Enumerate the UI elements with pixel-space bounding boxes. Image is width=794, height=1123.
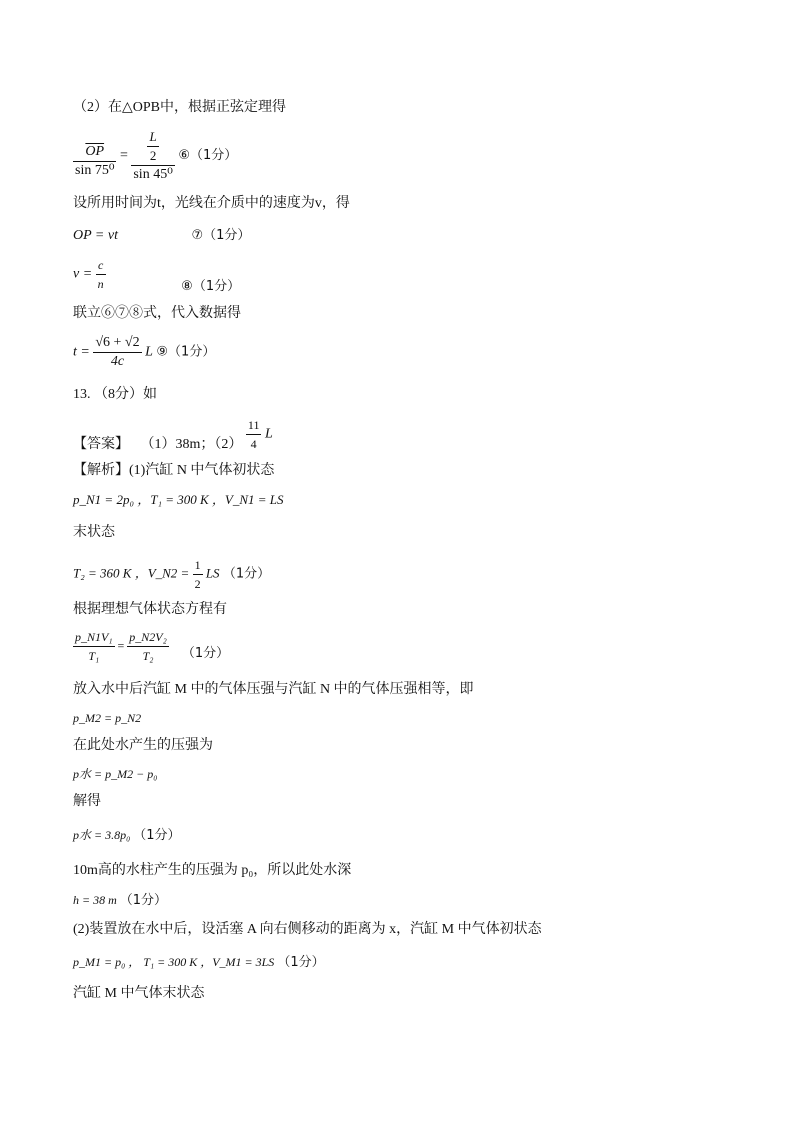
m-final-line [73, 985, 204, 1003]
equation-7 [73, 227, 250, 245]
ideal-rhs-num: p_N2V₂ [127, 628, 169, 647]
ideal-gas-text: 根据理想气体状态方程有 [73, 602, 227, 617]
eq8-lhs: v = [73, 266, 93, 282]
final-state-text: 末状态 [73, 525, 115, 540]
state-n2-tag: （1分） [222, 566, 271, 582]
state-n2 [73, 556, 270, 590]
equation-6 [73, 128, 238, 182]
equation-8 [73, 256, 240, 296]
state-n1-text: p_N1 = 2p₀ ，T₁ = 300 K ，V_N1 = LS [73, 492, 284, 507]
eq9-lhs: t = [73, 344, 90, 360]
part2-line [73, 921, 542, 939]
answer-part2-den: 4 [250, 437, 257, 451]
ideal-lhs [73, 628, 115, 665]
eq6-lhs-num: $\overline{OP}$ [73, 143, 116, 162]
answer-part1: （1）38m；（2） [140, 436, 243, 452]
eq6-lhs [73, 143, 116, 180]
eq8-tag: ⑧（1分） [181, 278, 241, 294]
eq9-den: 4c [110, 354, 125, 369]
eq9-tail: L [145, 344, 153, 360]
eq9-tag: ⑨（1分） [156, 344, 216, 360]
ideal-gas-equation [73, 628, 229, 668]
water-pressure-text: 在此处水产生的压强为 [73, 738, 213, 753]
q13-answer [73, 416, 273, 452]
state-m1 [73, 953, 325, 972]
ideal-tag: （1分） [181, 646, 230, 662]
solve-line [73, 793, 101, 811]
eq-depth-tag: （1分） [119, 893, 168, 908]
answer-label: 【答案】 [73, 436, 129, 452]
eq6-rhs-inner-den: 2 [149, 148, 157, 163]
final-state-label [73, 524, 115, 542]
part2-heading [73, 99, 286, 117]
answer-part2-frac [246, 416, 262, 453]
eq6-lhs-den: sin 75⁰ [75, 162, 115, 178]
eq-result-text: p水 = 3.8p₀ [73, 828, 131, 842]
combine-line [73, 305, 241, 323]
analysis-label: 【解析】 [73, 463, 129, 478]
eq7-tag: ⑦（1分） [191, 228, 251, 243]
equal-pressure-line [73, 681, 474, 699]
equation-9 [73, 334, 215, 374]
state-n2-frac [193, 556, 203, 593]
ideal-lhs-num: p_N1V₁ [73, 628, 115, 647]
equation-depth [73, 891, 167, 910]
eq6-rhs [131, 128, 174, 184]
eq8-frac [96, 256, 106, 293]
eq6-equals: = [119, 148, 132, 164]
eq6-rhs-inner-frac [147, 128, 158, 165]
state-n2-tail: LS [205, 565, 220, 581]
ideal-equals: = [117, 638, 125, 653]
ideal-gas-line [73, 601, 227, 619]
ideal-rhs-den: T₂ [142, 649, 154, 663]
state-n2-text: T₂ = 360 K ，V_N2 = [73, 565, 190, 581]
answer-part2-num: 11 [246, 416, 262, 435]
setup-text: 设所用时间为t，光线在介质中的速度为v，得 [73, 196, 350, 211]
state-n2-den: 2 [194, 577, 201, 591]
eq-water-text: p水 = p_M2 − p₀ [73, 767, 158, 781]
state-n1 [73, 491, 284, 509]
eq6-rhs-num [131, 128, 174, 166]
eq8-num: c [96, 256, 106, 275]
eq9-num: √6 + √2 [93, 334, 141, 353]
eq6-rhs-inner-num: L [147, 128, 158, 147]
eq-result-tag: （1分） [133, 828, 181, 843]
combine-text: 联立⑥⑦⑧式，代入数据得 [73, 306, 241, 321]
column-text: 10m高的水柱产生的压强为 p₀，所以此处水深 [73, 863, 352, 878]
setup-line [73, 195, 350, 213]
equation-equal [73, 709, 141, 727]
q13-header-text: 13. （8分）如 [73, 387, 157, 402]
eq-equal-text: p_M2 = p_N2 [73, 711, 142, 725]
eq-depth-text: h = 38 m [73, 893, 117, 907]
equation-result [73, 826, 181, 845]
eq7-formula: OP = vt [73, 228, 118, 243]
state-m1-tag: （1分） [277, 955, 325, 970]
q13-header [73, 386, 157, 404]
eq9-frac [93, 334, 141, 371]
answer-part2-tail: L [264, 426, 273, 442]
equal-pressure-text: 放入水中后汽缸 M 中的气体压强与汽缸 N 中的气体压强相等，即 [73, 682, 474, 697]
state-n2-num: 1 [193, 556, 203, 575]
part2-text: (2)装置放在水中后，设活塞 A 向右侧移动的距离为 x，汽缸 M 中气体初状态 [73, 922, 542, 937]
part2-heading-text: （2）在△OPB中，根据正弦定理得 [73, 100, 287, 115]
ideal-rhs [127, 628, 169, 665]
water-pressure-line [73, 737, 213, 755]
eq6-rhs-den: sin 45⁰ [133, 167, 173, 182]
analysis-intro: (1)汽缸 N 中气体初状态 [129, 463, 275, 478]
ideal-lhs-den: T₁ [88, 649, 100, 663]
m-final-text: 汽缸 M 中气体末状态 [73, 986, 205, 1001]
solve-text: 解得 [73, 794, 101, 809]
eq8-den: n [97, 277, 104, 291]
state-m1-text: p_M1 = p₀ ， T₁ = 300 K ，V_M1 = 3LS [73, 955, 275, 969]
column-line [73, 862, 351, 880]
analysis-line [73, 462, 274, 480]
equation-water [73, 765, 157, 783]
eq6-tag: ⑥（1分） [178, 148, 238, 164]
